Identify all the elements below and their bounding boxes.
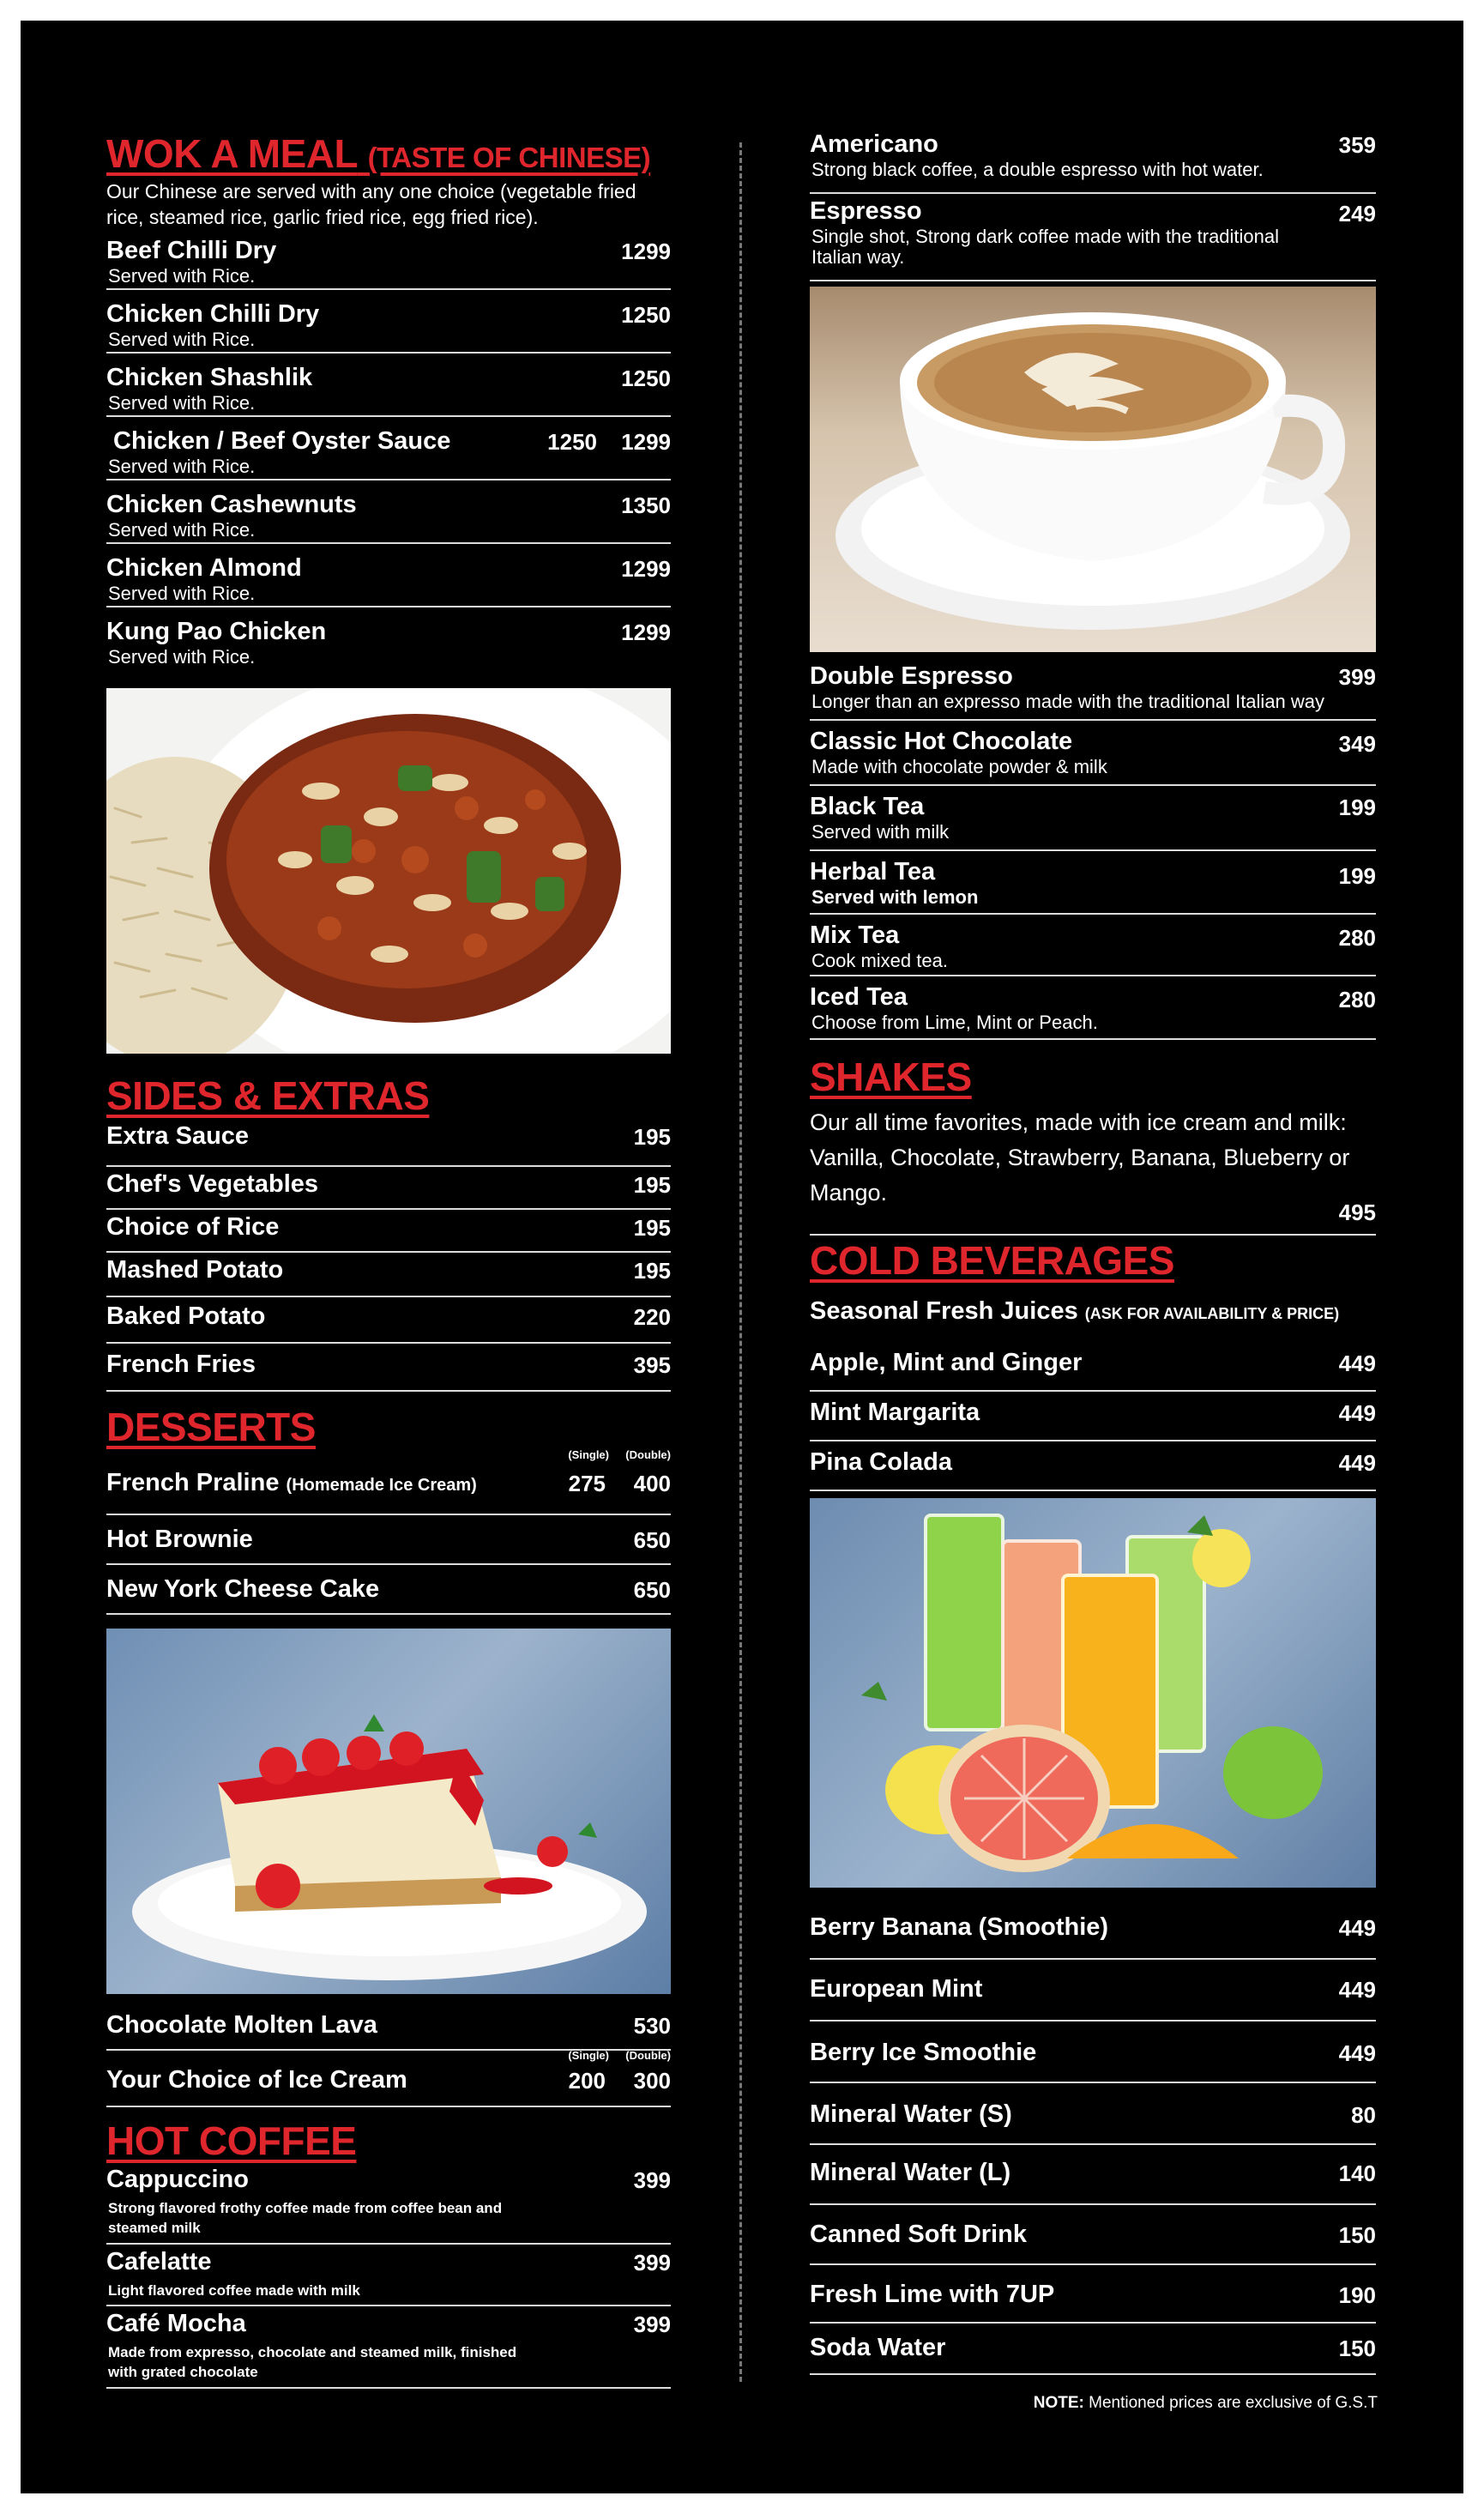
- item-name: Choice of Rice: [106, 1213, 280, 1241]
- item-name: Cappuccino: [106, 2166, 249, 2193]
- item-name: European Mint: [810, 1975, 983, 2003]
- section-title-shakes: SHAKES: [810, 1055, 972, 1099]
- item-desc: Single shot, Strong dark coffee made with the traditional Italian way.: [811, 226, 1280, 268]
- single-label: (Single): [568, 2049, 609, 2062]
- item-desc: Made with chocolate powder & milk: [811, 756, 1107, 777]
- item-name: Chocolate Molten Lava: [106, 2011, 377, 2039]
- item-price: 449: [1338, 2040, 1376, 2066]
- double-label: (Double): [625, 1448, 671, 1461]
- section-title-sides: SIDES & EXTRAS: [106, 1073, 430, 1118]
- item-price: 80: [1351, 2102, 1376, 2128]
- item-name: Soda Water: [810, 2334, 946, 2361]
- item-price: 280: [1338, 925, 1376, 951]
- item-desc: Choose from Lime, Mint or Peach.: [811, 1012, 1098, 1033]
- single-label: (Single): [568, 1448, 609, 1461]
- item-name: Americano: [810, 130, 938, 158]
- item-price: 280: [1338, 987, 1376, 1012]
- menu-item: [106, 1297, 671, 1344]
- footer-note-text: Mentioned prices are exclusive of G.S.T: [1083, 2394, 1378, 2412]
- menu-item: [810, 2265, 1376, 2324]
- item-name: Chicken Chilli Dry: [106, 300, 320, 328]
- item-price: 495: [1338, 1200, 1376, 1225]
- menu-item: [810, 1297, 1376, 1330]
- item-name-text: Seasonal Fresh Juices: [810, 1297, 1078, 1325]
- item-price: 1250: [621, 366, 671, 391]
- menu-item: [810, 2083, 1376, 2145]
- item-desc: Strong flavored frothy coffee made from coffee bean and steamed milk: [108, 2200, 503, 2236]
- item-price: 650: [633, 1527, 671, 1553]
- item-name: Extra Sauce: [106, 1122, 250, 1150]
- menu-item: [810, 721, 1376, 786]
- item-note: (ASK FOR AVAILABILITY & PRICE): [1084, 1305, 1340, 1322]
- item-desc: Served with Rice.: [108, 265, 256, 287]
- item-desc: Served with Rice.: [108, 583, 256, 604]
- item-price: 399: [1338, 664, 1376, 690]
- item-price: 150: [1338, 2336, 1376, 2361]
- menu-item: [106, 1210, 671, 1253]
- item-price: 449: [1338, 1351, 1376, 1376]
- section-title-desserts: DESSERTS: [106, 1405, 316, 1449]
- item-name: Chicken Almond: [106, 554, 302, 582]
- menu-item: [810, 1105, 1376, 1236]
- right-column: [810, 21, 1376, 2493]
- item-price: 530: [633, 2013, 671, 2039]
- item-desc: Cook mixed tea.: [811, 950, 948, 971]
- menu-item: [810, 2324, 1376, 2375]
- menu-board: [21, 21, 1463, 2493]
- item-name: Canned Soft Drink: [810, 2221, 1027, 2248]
- item-price: 300: [633, 2068, 671, 2094]
- item-name: Fresh Lime with 7UP: [810, 2281, 1055, 2308]
- menu-item: [810, 851, 1376, 915]
- item-name: Espresso: [810, 197, 922, 225]
- item-name: Your Choice of Ice Cream: [106, 2066, 407, 2094]
- column-divider: [739, 142, 742, 2382]
- item-name: French Fries: [106, 1351, 256, 1378]
- item-name: Apple, Mint and Ginger: [810, 1349, 1083, 1376]
- item-name: Café Mocha: [106, 2310, 246, 2337]
- menu-item: [106, 427, 671, 480]
- item-note: (Homemade Ice Cream): [286, 1476, 477, 1495]
- item-price-single: 275: [568, 1471, 606, 1496]
- wok-intro: Our Chinese are served with any one choice (vegetable fried rice, steamed rice, garlic fried rice, egg fried rice).: [106, 180, 636, 228]
- section-title-hot-coffee: HOT COFFEE: [106, 2118, 357, 2163]
- menu-item: [106, 1448, 671, 1515]
- menu-item: [106, 2166, 671, 2245]
- menu-item: [810, 2205, 1376, 2265]
- footer-note: [1034, 2394, 1378, 2413]
- item-name: [810, 1297, 1339, 1326]
- menu-item: [106, 2306, 671, 2389]
- item-price: 220: [633, 1304, 671, 1330]
- menu-item: [106, 1565, 671, 1615]
- item-name: Chef's Vegetables: [106, 1170, 319, 1198]
- menu-item: [106, 1344, 671, 1392]
- item-price: 449: [1338, 1977, 1376, 2003]
- item-desc: Served with Rice.: [108, 456, 256, 477]
- item-price: 199: [1338, 795, 1376, 820]
- item-desc: Served with Rice.: [108, 392, 256, 414]
- section-title-cold-beverages: COLD BEVERAGES: [810, 1238, 1174, 1283]
- item-price: 195: [633, 1258, 671, 1284]
- menu-item: [810, 662, 1376, 721]
- menu-item: [810, 194, 1376, 281]
- item-name: Chicken Cashewnuts: [106, 491, 357, 518]
- item-price: 449: [1338, 1915, 1376, 1941]
- menu-item: [810, 130, 1376, 194]
- menu-item: [810, 2145, 1376, 2205]
- item-price-single: 200: [568, 2068, 606, 2094]
- item-name: Black Tea: [810, 793, 925, 820]
- item-name: [106, 1469, 477, 1497]
- item-price: 199: [1338, 863, 1376, 889]
- item-price: 359: [1338, 132, 1376, 158]
- menu-item: [810, 915, 1376, 976]
- item-price: 1299: [621, 556, 671, 582]
- item-price: 1299: [621, 239, 671, 264]
- item-name: Kung Pao Chicken: [106, 618, 327, 645]
- item-price: 400: [633, 1471, 671, 1496]
- menu-item: [106, 1167, 671, 1210]
- coffee-cup-photo: [810, 287, 1376, 652]
- item-price: 349: [1338, 731, 1376, 757]
- menu-item: [106, 618, 671, 671]
- item-name: Cafelatte: [106, 2248, 212, 2275]
- item-price: 249: [1338, 201, 1376, 227]
- item-price: 399: [633, 2167, 671, 2193]
- menu-item: [106, 1122, 671, 1167]
- cheesecake-photo: [106, 1629, 671, 1994]
- item-desc: Light flavored coffee made with milk: [108, 2282, 360, 2299]
- item-price: 1350: [621, 493, 671, 518]
- menu-item: [810, 2021, 1376, 2083]
- item-price: 395: [633, 1352, 671, 1378]
- item-price: 399: [633, 2312, 671, 2337]
- menu-item: [810, 1898, 1376, 1960]
- item-desc: Served with milk: [811, 821, 950, 843]
- item-name: Mix Tea: [810, 922, 900, 949]
- item-price-single: 1250: [547, 429, 597, 455]
- menu-item: [810, 1342, 1376, 1392]
- menu-item: [810, 1441, 1376, 1491]
- item-price: 1299: [621, 619, 671, 645]
- item-name: Classic Hot Chocolate: [810, 728, 1073, 755]
- menu-item: [106, 491, 671, 544]
- item-name: Berry Banana (Smoothie): [810, 1913, 1109, 1941]
- item-name: Mint Margarita: [810, 1399, 980, 1426]
- menu-item: [810, 976, 1376, 1040]
- item-name: Beef Chilli Dry: [106, 237, 277, 264]
- item-desc: Longer than an expresso made with the traditional Italian way: [811, 691, 1325, 712]
- item-name: Chicken Shashlik: [106, 364, 313, 391]
- item-name: Pina Colada: [810, 1448, 952, 1476]
- item-desc: Strong black coffee, a double espresso with hot water.: [811, 159, 1264, 180]
- wok-subtitle: (TASTE OF CHINESE): [367, 142, 651, 173]
- menu-item: [810, 1960, 1376, 2021]
- menu-item: [106, 237, 671, 290]
- item-name: Mashed Potato: [106, 1256, 284, 1284]
- item-price: 195: [633, 1172, 671, 1198]
- double-label: (Double): [625, 2049, 671, 2062]
- item-price: 195: [633, 1215, 671, 1241]
- item-name-text: French Praline: [106, 1469, 280, 1496]
- item-name: Baked Potato: [106, 1302, 266, 1330]
- menu-item: [106, 2008, 671, 2051]
- section-title-wok: [106, 130, 650, 177]
- item-price: 190: [1338, 2282, 1376, 2308]
- footer-note-label: NOTE:: [1033, 2394, 1084, 2412]
- chinese-dish-photo: [106, 688, 671, 1054]
- item-name: Hot Brownie: [106, 1526, 253, 1553]
- item-price: 140: [1338, 2160, 1376, 2186]
- item-price: 1299: [621, 429, 671, 455]
- menu-item: [810, 786, 1376, 851]
- item-name: Double Espresso: [810, 662, 1013, 690]
- wok-title: WOK A MEAL: [106, 131, 358, 176]
- item-name: Mineral Water (L): [810, 2159, 1011, 2186]
- item-price: 449: [1338, 1400, 1376, 1426]
- item-desc: Served with Rice.: [108, 519, 256, 541]
- menu-item: [106, 300, 671, 354]
- item-price: 449: [1338, 1450, 1376, 1476]
- item-name: Chicken / Beef Oyster Sauce: [106, 427, 451, 455]
- left-column: [106, 21, 671, 2493]
- item-price: 1250: [621, 302, 671, 328]
- item-price: 150: [1338, 2222, 1376, 2248]
- menu-item: [810, 1392, 1376, 1441]
- menu-item: [106, 1253, 671, 1297]
- menu-item: [106, 2051, 671, 2107]
- shakes-intro: Our all time favorites, made with ice cream and milk: Vanilla, Chocolate, Strawberry, Banana, Blueberry or Mango.: [810, 1109, 1350, 1206]
- item-desc: Served with Rice.: [108, 646, 256, 668]
- menu-item: [106, 364, 671, 417]
- item-name: New York Cheese Cake: [106, 1575, 380, 1603]
- item-name: Mineral Water (S): [810, 2100, 1012, 2128]
- item-price: 195: [633, 1124, 671, 1150]
- item-name: Berry Ice Smoothie: [810, 2039, 1037, 2066]
- item-name: Iced Tea: [810, 983, 908, 1011]
- item-desc: Served with lemon: [811, 886, 979, 908]
- item-price: 650: [633, 1577, 671, 1603]
- item-desc: Made from expresso, chocolate and steamed milk, finished with grated chocolate: [108, 2344, 517, 2380]
- menu-item: [106, 1515, 671, 1565]
- menu-item: [106, 2245, 671, 2306]
- menu-item: [106, 554, 671, 607]
- juices-photo: [810, 1498, 1376, 1888]
- item-price: 399: [633, 2250, 671, 2275]
- item-name: Herbal Tea: [810, 858, 936, 885]
- item-desc: Served with Rice.: [108, 329, 256, 350]
